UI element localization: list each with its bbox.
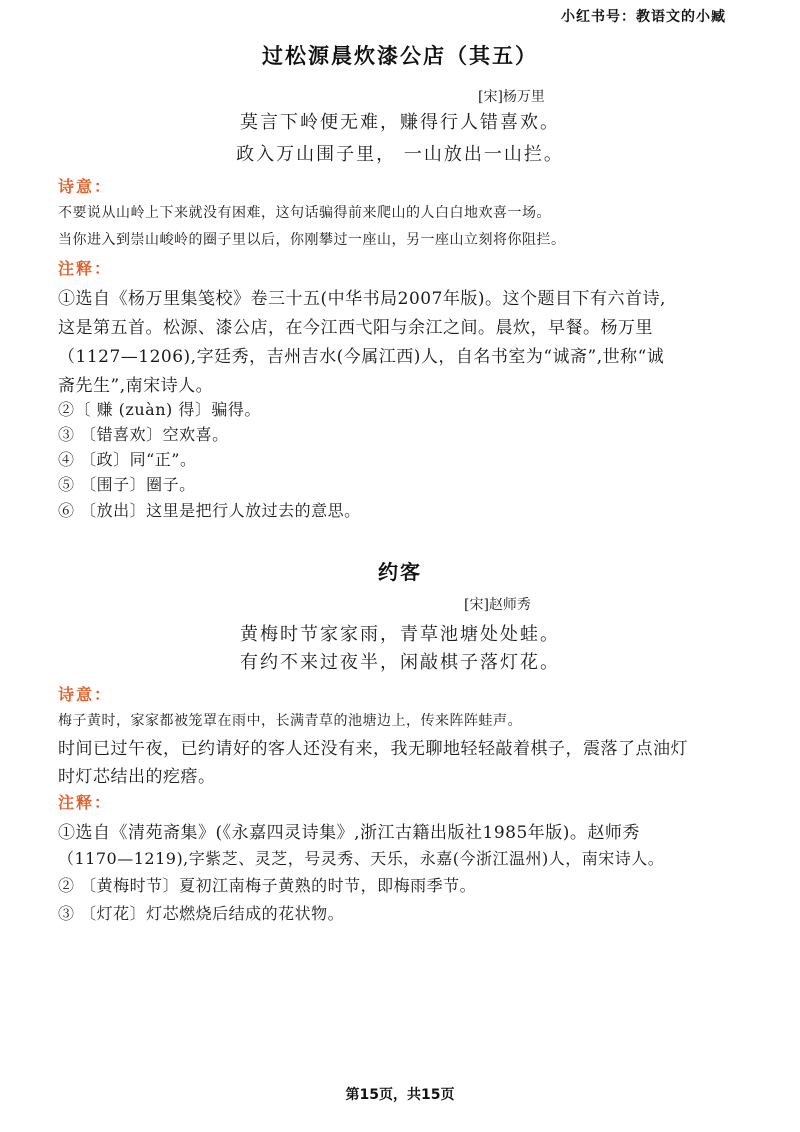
poem2-meaning-2: 时间已过午夜，已约请好的客人还没有来，我无聊地轻轻敲着棋子，震落了点油灯: [58, 739, 688, 759]
poem2-notes-heading: 注释：: [58, 793, 113, 812]
poem1-note-2: 这是第五首。松源、漆公店，在今江西弋阳与余江之间。晨炊，早餐。杨万里: [58, 318, 653, 338]
poem2-title: 约客: [378, 560, 422, 584]
poem1-notes-heading: 注释：: [58, 259, 113, 278]
poem2-meaning-3: 时灯芯结出的疙瘩。: [58, 767, 216, 787]
poem1-note-4: 斋先生”,南宋诗人。: [58, 376, 214, 396]
poem1-line-2: 政入万山围子里， 一山放出一山拦。: [236, 144, 564, 165]
poem1-author: [宋]杨万里: [478, 89, 545, 105]
poem1-note-9: ⑥ 〔放出〕这里是把行人放过去的意思。: [58, 501, 361, 520]
watermark: 小红书号：教语文的小臧: [561, 9, 726, 25]
poem1-note-5: ②〔 赚 (zuàn) 得〕骗得。: [58, 400, 261, 419]
poem1-title: 过松源晨炊漆公店（其五）: [262, 44, 538, 68]
poem2-author: [宋]赵师秀: [464, 597, 531, 613]
poem1-meaning-heading: 诗意：: [58, 177, 113, 196]
poem1-meaning-1: 不要说从山岭上下来就没有困难，这句话骗得前来爬山的人白白地欢喜一场。: [58, 205, 551, 221]
poem2-line-2: 有约不来过夜半，闲敲棋子落灯花。: [240, 652, 560, 673]
poem2-note-2: （1170—1219),字紫芝、灵芝，号灵秀、天乐，永嘉(今浙江温州)人，南宋诗人。: [58, 849, 665, 868]
poem2-note-4: ③ 〔灯花〕灯芯燃烧后结成的花状物。: [58, 904, 345, 923]
poem2-meaning-1: 梅子黄时，家家都被笼罩在雨中，长满青草的池塘边上，传来阵阵蛙声。: [58, 713, 522, 729]
poem1-note-3: （1127—1206),字廷秀，吉州吉水(今属江西)人，自名书室为“诚斋”,世称“诚: [58, 347, 665, 367]
poem1-note-7: ④ 〔政〕同“正”。: [58, 450, 197, 469]
poem2-meaning-heading: 诗意：: [58, 685, 113, 704]
poem1-note-1: ①选自《杨万里集笺校》卷三十五(中华书局2007年版)。这个题目下有六首诗,: [58, 289, 666, 309]
poem1-note-6: ③ 〔错喜欢〕空欢喜。: [58, 425, 229, 444]
poem2-note-1: ①选自《清苑斋集》(《永嘉四灵诗集》,浙江古籍出版社1985年版)。赵师秀: [58, 823, 640, 843]
poem1-meaning-2: 当你进入到崇山峻岭的圈子里以后，你刚攀过一座山，另一座山立刻将你阻拦。: [58, 232, 566, 248]
poem1-line-1: 莫言下岭便无难，赚得行人错喜欢。: [240, 112, 560, 133]
poem1-note-8: ⑤ 〔围子〕圈子。: [58, 475, 196, 494]
poem2-note-3: ② 〔黄梅时节〕夏初江南梅子黄熟的时节，即梅雨季节。: [58, 876, 477, 895]
page-footer: 第15页，共15页: [345, 1087, 455, 1103]
poem2-line-1: 黄梅时节家家雨，青草池塘处处蛙。: [240, 624, 560, 645]
